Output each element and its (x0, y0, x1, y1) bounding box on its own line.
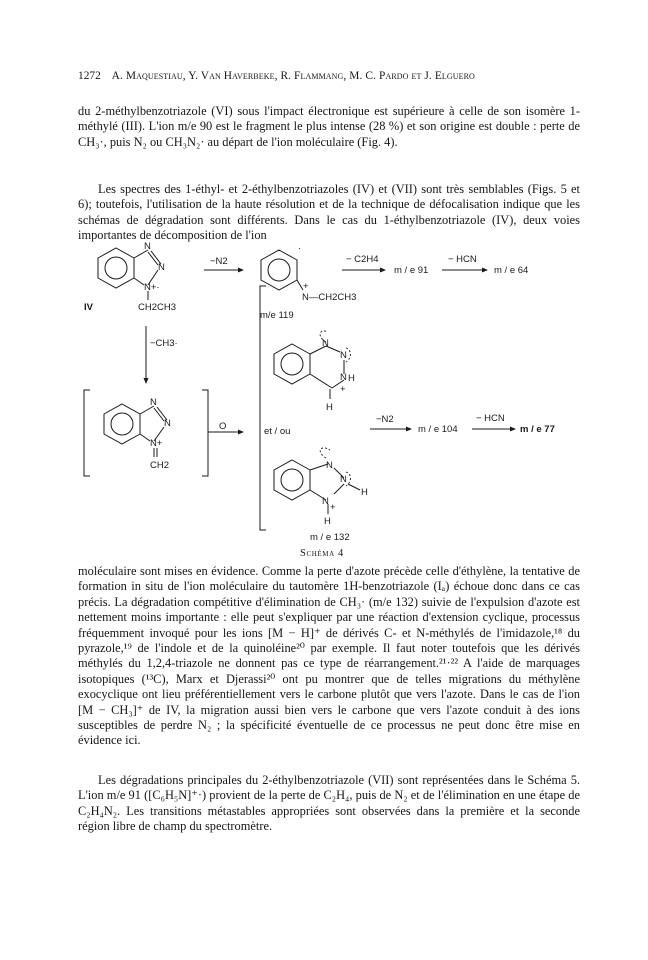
n-ethyl-group: N—CH2CH3 (302, 292, 357, 303)
paragraph-1: du 2-méthylbenzotriazole (VI) sous l'impact électronique est supérieure à celle de son isomère 1-méthylé (III). L'ion m/e 90 est le fragment le plus intense (28 %) et son origine est double : perte de CH₃·, puis N₂ ou CH₃N₂· au départ de l'ion moléculaire (Fig. 4). (78, 104, 580, 149)
arrow-label-loss-ch3: −CH3· (150, 338, 178, 349)
paragraph-4 (78, 773, 580, 835)
lower-atom-n-3: N (322, 496, 329, 507)
cation-ch2: CH2 (150, 460, 170, 471)
arrow-label-loss-c2h4: − C2H4 (346, 254, 379, 265)
arrow-label-loss-hcn-lower: − HCN (476, 413, 505, 424)
upper-atom-n-3: N (340, 372, 347, 383)
arrow-label-loss-n2: −N2 (210, 256, 228, 267)
mz-104-label: m / e 104 (418, 424, 458, 435)
arrow-label-loss-n2-lower: −N2 (376, 414, 394, 425)
arrow-loss-n2-lower (370, 414, 412, 432)
ring-expanded-ion-lower (274, 448, 368, 527)
scheme-4-figure (78, 238, 580, 550)
ethyl-substituent: CH2CH3 (138, 302, 177, 313)
radical-dot: · (298, 243, 302, 254)
et-ou-label: et / ou (264, 426, 291, 437)
bracketed-cation-structure (84, 390, 208, 476)
cation-atom-n-middle: N (164, 418, 171, 429)
lower-atom-n-2: N (340, 474, 347, 485)
ring-expanded-ion-upper (274, 331, 355, 413)
upper-atom-n-2: N (340, 350, 347, 361)
arrow-label-loss-hcn-top: − HCN (448, 254, 477, 265)
arrow-label-circle: O (219, 421, 227, 432)
arrow-loss-ch3 (144, 326, 178, 384)
upper-atom-h-c: H (326, 402, 333, 413)
page-number: 1272 (78, 70, 101, 82)
paragraph-2-text: Les spectres des 1-éthyl- et 2-éthylbenzotriazoles (IV) et (VII) sont très semblables (Figs. 5 et 6); toutefois, l'utilisation de la haute résolution et de la technique de défocalisation indique que les schémas de dégradation sont différents. Dans le cas du 1-éthylbenzotriazole (IV), deux voies importantes de décomposition de l'ion (78, 182, 580, 243)
arrow-loss-hcn-lower (472, 413, 516, 432)
ion-119-structure (260, 243, 356, 321)
arrow-loss-hcn-top (442, 254, 488, 273)
atom-n-radical-cation: N+· (144, 282, 160, 293)
running-header (78, 67, 580, 85)
arrow-loss-c2h4 (342, 254, 386, 273)
paragraph-3: moléculaire sont mises en évidence. Comme la perte d'azote précède celle d'éthylène, la tentative de formation in situ de l'ion moléculaire du tautomère 1H-benzotriazole (Iₐ) échoue donc dans ce cas précis. La dégradation compétitive d'élimination de CH₃· (m/e 132) suivie de l'expulsion d'azote est nettement moins importante : elle peut s'expliquer par une réaction d'extension cyclique, processus fréquemment invoqué pour les ions [M − H]⁺ de dérivés C- et N-méthylés de l'imidazole,¹⁸ du pyrazole,¹⁹ de l'indole et de la quinoléine²⁰ par exemple. Il faut noter toutefois que les dérivés méthylés du 1,2,4-triazole ne donnent pas ce type de réarrangement.²¹·²² A l'aide de marquages isotopiques (¹³C), Marx et Djerassi²⁰ ont pu montrer que de telles migrations du méthylène exocyclique ont lieu préférentiellement vers le carbone plutôt que vers l'azote. Dans le cas de l'ion [M − CH₃]⁺ de IV, la migration aussi bien vers le carbone que vers l'azote conduit à des ions susceptibles de perdre N₂ ; la spécificité éventuelle de ce processus ne peut donc être mise en évidence ici. (78, 564, 580, 748)
lower-plus-charge: + (330, 502, 336, 513)
cation-atom-n-top: N (150, 397, 157, 408)
cation-atom-n-plus: N+ (150, 438, 163, 449)
plus-charge-119: + (303, 281, 309, 292)
mz-91-label: m / e 91 (394, 265, 429, 276)
lower-atom-h-n: H (324, 516, 331, 527)
lower-atom-n-1: N (326, 460, 333, 471)
arrow-loss-n2 (204, 256, 244, 273)
upper-atom-h-n: H (348, 373, 355, 384)
upper-plus-charge: + (340, 384, 346, 395)
mz-77-label: m / e 77 (520, 424, 555, 435)
reaction-scheme (78, 238, 580, 550)
mz-132-label: m / e 132 (310, 532, 350, 543)
atom-n-top: N (144, 241, 151, 252)
mz-64-label: m / e 64 (494, 265, 529, 276)
compound-label-iv: IV (84, 302, 93, 313)
paragraph-2 (78, 182, 580, 244)
lower-atom-h-c: H (361, 487, 368, 498)
arrow-ring-expansion (208, 421, 244, 435)
mz-119-label: m/e 119 (260, 310, 294, 321)
benzotriazole-ion-structure (84, 241, 176, 313)
atom-n-middle: N (158, 262, 165, 273)
running-header-authors: A. Maquestiau, Y. Van Haverbeke, R. Flammang, M. C. Pardo et J. Elguero (111, 70, 475, 82)
scheme-caption: Schéma 4 (300, 548, 344, 559)
paragraph-4-text: Les dégradations principales du 2-éthylbenzotriazole (VII) sont représentées dans le Schéma 5. L'ion m/e 91 ([C₆H₅N]⁺·) provient de la perte de C₂H₄, puis de N₂ et de l'élimination en une étape de C₂H₄N₂. Les transitions métastables appropriées sont observées dans la première et la seconde région libre de champ du spectromètre. (78, 773, 580, 834)
upper-atom-n-1: N (322, 338, 329, 349)
